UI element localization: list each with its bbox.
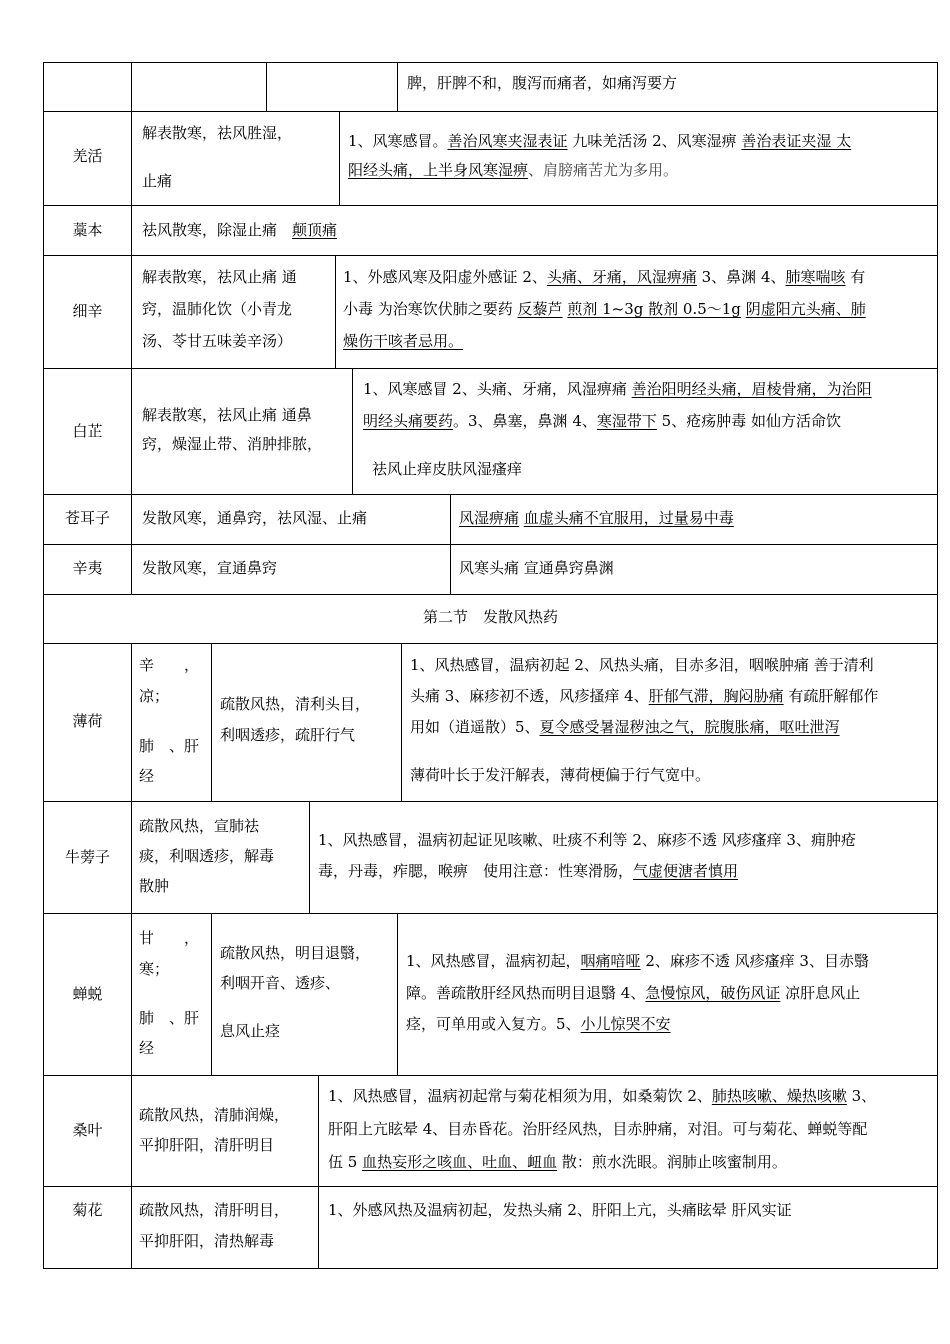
gaoben-effect: 祛风散寒，除湿止痛 颠顶痛	[142, 221, 338, 239]
baizhi-effect: 窍，燥湿止带、消肿排脓，	[142, 435, 323, 453]
bohe-usage-line: 用如（逍遥散）5、夏令感受暑湿秽浊之气，脘腹胀痛，呕吐泄泻	[410, 718, 840, 736]
qianghuo-effect: 解表散寒，祛风胜湿，	[142, 124, 293, 142]
bohe-effect: 疏散风热，清利头目，	[220, 695, 371, 713]
r0-usage: 脾，肝脾不和，腹泻而痛者，如痛泻要方	[407, 74, 678, 92]
chantui-property: 寒；	[139, 960, 170, 978]
herb-name-baizhi: 白芷	[72, 422, 103, 440]
herb-name-cangerzi: 苍耳子	[64, 509, 110, 527]
baizhi-usage-line: 祛风止痒皮肤风湿瘙痒	[372, 460, 523, 478]
niubangzi-effect: 散肿	[139, 877, 170, 895]
niubangzi-usage-line: 1、风热感冒，温病初起证见咳嗽、吐痰不利等 2、麻疹不透 风疹瘙痒 3、痈肿疮	[318, 831, 856, 849]
xixin-effect: 汤、苓甘五味姜辛汤）	[142, 332, 293, 350]
chantui-effect: 疏散风热，明目退翳，	[220, 944, 371, 962]
herb-name-juhua: 菊花	[72, 1201, 103, 1219]
sangye-usage-line: 肝阳上亢眩晕 4、目赤昏花。治肝经风热，目赤肿痛，对泪。可与菊花、蝉蜕等配	[328, 1120, 868, 1138]
bohe-effect: 利咽透疹，疏肝行气	[220, 726, 356, 744]
xixin-effect: 解表散寒，祛风止痛 通	[142, 268, 297, 286]
qianghuo-usage-line: 1、风寒感冒。善治风寒夹湿表证 九味羌活汤 2、风寒湿痹 善治表证夹湿 太	[348, 132, 852, 150]
herb-name-chantui: 蝉蜕	[72, 985, 103, 1003]
chantui-property: 经	[139, 1039, 155, 1057]
bohe-usage-line: 薄荷叶长于发汗解表，薄荷梗偏于行气宽中。	[410, 766, 711, 784]
qianghuo-usage-line: 阳经头痛，上半身风寒湿痹、肩膀痛苦尤为多用。	[348, 161, 679, 179]
bohe-property: 凉；	[139, 687, 170, 705]
herb-name-bohe: 薄荷	[72, 712, 103, 730]
sangye-usage-line: 1、风热感冒，温病初起常与菊花相须为用，如桑菊饮 2、肺热咳嗽、燥热咳嗽 3、	[328, 1087, 877, 1105]
sangye-effect: 疏散风热，清肺润燥，	[139, 1106, 290, 1124]
bohe-property: 辛 ，	[139, 656, 200, 674]
xixin-usage-line: 燥伤干咳者忌用。	[343, 332, 464, 350]
chantui-usage-line: 1、风热感冒，温病初起，咽痛喑哑 2、麻疹不透 风疹瘙痒 3、目赤翳	[406, 952, 869, 970]
chantui-usage-line: 障。善疏散肝经风热而明目退翳 4、急慢惊风，破伤风证 凉肝息风止	[406, 984, 861, 1002]
bohe-usage-line: 头痛 3、麻疹初不透，风疹搔痒 4、肝郁气滞，胸闷胁痛 有疏肝解郁作	[410, 687, 879, 705]
xixin-effect: 窍，温肺化饮（小青龙	[142, 300, 293, 318]
chantui-property: 肺 、肝	[139, 1009, 200, 1027]
chantui-effect: 息风止痉	[220, 1022, 281, 1040]
herb-name-niubangzi: 牛蒡子	[64, 848, 110, 866]
xinyi-usage: 风寒头痛 宣通鼻窍鼻渊	[459, 559, 614, 577]
bohe-usage-line: 1、风热感冒，温病初起 2、风热头痛，目赤多泪，咽喉肿痛 善于清利	[410, 656, 874, 674]
section-title: 第二节 发散风热药	[422, 608, 558, 626]
chantui-effect: 利咽开音、透疹、	[220, 974, 341, 992]
qianghuo-effect-2: 止痛	[142, 172, 173, 190]
niubangzi-effect: 痰，利咽透疹，解毒	[139, 847, 275, 865]
juhua-effect: 疏散风热，清肝明目，	[139, 1201, 290, 1219]
niubangzi-effect: 疏散风热，宣肺祛	[139, 817, 260, 835]
bohe-property: 经	[139, 767, 155, 785]
xinyi-effect: 发散风寒，宣通鼻窍	[142, 559, 278, 577]
bohe-property: 肺 、肝	[139, 737, 200, 755]
niubangzi-usage-line: 毒，丹毒，痄腮，喉痹 使用注意：性寒滑肠，气虚便溏者慎用	[318, 862, 739, 880]
herb-name-xixin: 细辛	[72, 302, 103, 320]
herb-name-xinyi: 辛夷	[72, 559, 103, 577]
chantui-property: 甘 ，	[139, 929, 200, 947]
herb-name-gaoben: 藁本	[72, 221, 103, 239]
juhua-effect: 平抑肝阳，清热解毒	[139, 1232, 275, 1250]
chantui-usage-line: 痉，可单用或入复方。5、小儿惊哭不安	[406, 1015, 671, 1033]
xixin-usage-line: 小毒 为治寒饮伏肺之要药 反藜芦 煎剂 1~3g 散剂 0.5～1g 阴虚阳亢头痛、肺	[343, 300, 866, 318]
baizhi-usage-line: 1、风寒感冒 2、头痛、牙痛，风湿痹痛 善治阳明经头痛，眉棱骨痛，为治阳	[363, 380, 872, 398]
herb-name-qianghuo: 羌活	[72, 147, 103, 165]
herb-name-sangye: 桑叶	[72, 1121, 103, 1139]
sangye-effect: 平抑肝阳，清肝明目	[139, 1136, 275, 1154]
xixin-usage-line: 1、外感风寒及阳虚外感证 2、头痛、牙痛，风湿痹痛 3、鼻渊 4、肺寒喘咳 有	[343, 268, 866, 286]
juhua-usage-line: 1、外感风热及温病初起，发热头痛 2、肝阳上亢，头痛眩晕 肝风实证	[328, 1201, 792, 1219]
cangerzi-usage: 风湿痹痛 血虚头痛不宜服用，过量易中毒	[459, 509, 734, 527]
sangye-usage-line: 伍 5 血热妄形之咳血、吐血、衄血 散：煎水洗眼。润肺止咳蜜制用。	[328, 1153, 787, 1171]
baizhi-usage-line: 明经头痛要药。3、鼻塞，鼻渊 4、寒湿带下 5、疮疡肿毒 如仙方活命饮	[363, 412, 841, 430]
baizhi-effect: 解表散寒，祛风止痛 通鼻	[142, 406, 312, 424]
cangerzi-effect: 发散风寒，通鼻窍，祛风湿、止痛	[142, 509, 368, 527]
